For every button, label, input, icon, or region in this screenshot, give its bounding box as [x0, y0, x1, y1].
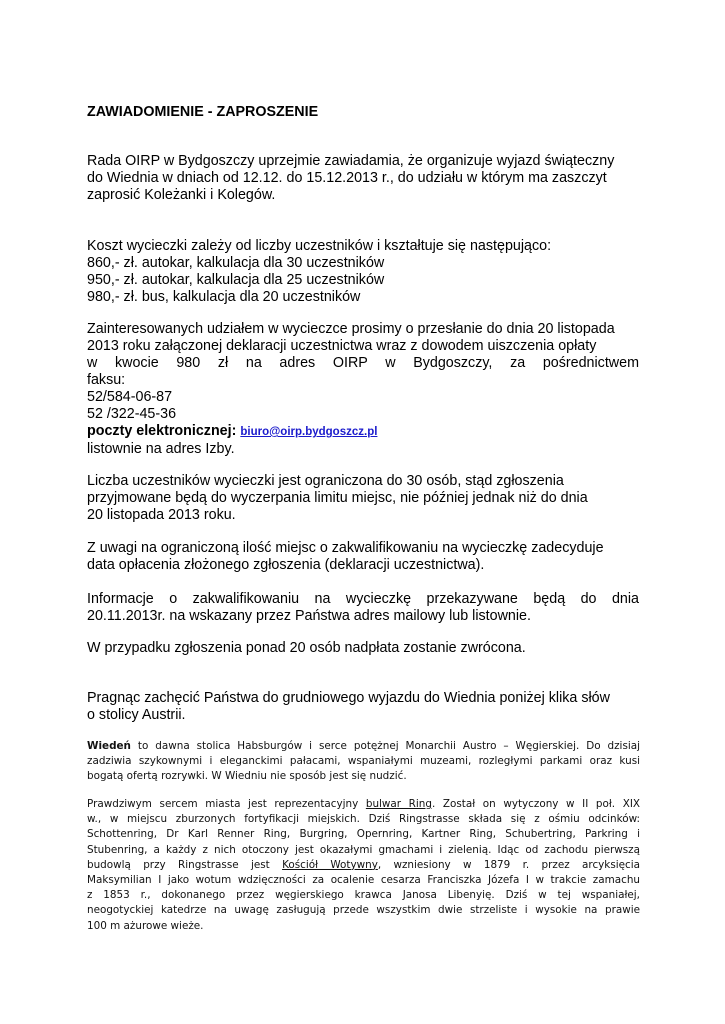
- text-line: data opłacenia złożonego zgłoszenia (deklaracji uczestnictwa).: [87, 557, 485, 573]
- email-link[interactable]: biuro@oirp.bydgoszcz.pl: [240, 426, 378, 438]
- text-span: . Został on wytyczony w II poł. XIX: [431, 798, 641, 810]
- cost-heading: Koszt wycieczki zależy od liczby uczestników i kształtuje się następująco:: [87, 238, 552, 254]
- text-span: budowlą przy Ringstrasse jest: [87, 858, 283, 871]
- text-line: zaprosić Koleżanki i Kolegów.: [87, 187, 276, 203]
- cost-option: 980,- zł. bus, kalkulacja dla 20 uczestników: [87, 289, 361, 305]
- text-line: Rada OIRP w Bydgoszczy uprzejmie zawiadamia, że organizuje wyjazd świąteczny: [87, 153, 615, 169]
- text-line: do Wiednia w dniach od 12.12. do 15.12.2013 r., do udziału w którym ma zaszczyt: [87, 170, 607, 186]
- text-span: , wzniesiony w 1879 r. przez arcyksięcia: [377, 858, 640, 871]
- text-line: Pragnąc zachęcić Państwa do grudniowego wyjazdu do Wiednia poniżej klika słów: [87, 690, 610, 706]
- text-line: listownie na adres Izby.: [87, 441, 235, 457]
- fax-number: 52 /322-45-36: [87, 406, 177, 422]
- bulwar-ring-link[interactable]: bulwar Ring: [365, 798, 432, 810]
- limit-paragraph: [87, 473, 639, 524]
- text-line-justified: [87, 858, 640, 873]
- text-line-justified: zadziwia szykownymi i eleganckimi pałacami, wspaniałymi muzeami, rozległymi parkami oraz kusi: [87, 755, 640, 768]
- text-line-justified: w kwocie 980 zł na adres OIRP w Bydgoszczy, za pośrednictwem: [87, 355, 639, 371]
- text-line-justified: Informacje o zakwalifikowaniu na wycieczkę przekazywane będą do dnia: [87, 591, 639, 607]
- text-span: Prawdziwym sercem miasta jest reprezentacyjny: [87, 798, 366, 810]
- text-span: to dawna stolica Habsburgów i serce potężnej Monarchii Austro – Węgierskiej. Do dzisiaj: [130, 740, 640, 752]
- email-line: [87, 423, 639, 441]
- cost-option: 950,- zł. autokar, kalkulacja dla 25 uczestników: [87, 272, 385, 288]
- text-line: przyjmowane będą do wyczerpania limitu miejsc, nie później jednak niż do dnia: [87, 490, 588, 506]
- cost-option: 860,- zł. autokar, kalkulacja dla 30 uczestników: [87, 255, 385, 271]
- text-line: Zainteresowanych udziałem w wycieczce prosimy o przesłanie do dnia 20 listopada: [87, 321, 615, 337]
- intro-paragraph: [87, 153, 639, 204]
- vienna-bold: Wiedeń: [87, 740, 131, 752]
- text-line: Liczba uczestników wycieczki jest ograniczona do 30 osób, stąd zgłoszenia: [87, 473, 564, 489]
- refund-paragraph: W przypadku zgłoszenia ponad 20 osób nadpłata zostanie zwrócona.: [87, 640, 526, 656]
- priority-paragraph: [87, 540, 639, 574]
- vienna-paragraph: [87, 739, 640, 785]
- text-line: 2013 roku załączonej deklaracji uczestnictwa wraz z dowodem uiszczenia opłaty: [87, 338, 597, 354]
- info-paragraph: [87, 591, 639, 625]
- text-line: bogatą ofertą rozrywki. W Wiedniu nie sposób jest się nudzić.: [87, 770, 407, 783]
- document-title: ZAWIADOMIENIE - ZAPROSZENIE: [87, 104, 319, 120]
- text-line-justified: [87, 797, 640, 812]
- text-line-justified: neogotyckiej katedrze na uwagę zasługują przede wszystkim dwie strzeliste i wysokie na prawie: [87, 904, 640, 917]
- fax-number: 52/584-06-87: [87, 389, 173, 405]
- fax-label: faksu:: [87, 372, 126, 388]
- text-line: Z uwagi na ograniczoną ilość miejsc o zakwalifikowaniu na wycieczkę zadecyduje: [87, 540, 604, 556]
- text-line: o stolicy Austrii.: [87, 707, 186, 723]
- text-line: 100 m ażurowe wieże.: [87, 919, 204, 932]
- text-line-justified: [87, 739, 640, 754]
- encourage-paragraph: [87, 690, 639, 724]
- text-line-justified: Stubenring, a każdy z nich otoczony jest okazałymi gmachami i zielenią. Idąc od zachodu pierwszą: [87, 843, 640, 856]
- ring-paragraph: [87, 797, 640, 934]
- text-line-justified: Maksymilian I jako wotum wdzięczności za ocalenie cesarza Franciszka Józefa I w trakcie zamachu: [87, 874, 640, 887]
- text-line-justified: w., w miejscu zburzonych fortyfikacji miejskich. Dziś Ringstrasse składa się z ośmiu odcinków:: [87, 813, 640, 826]
- application-paragraph: [87, 321, 639, 458]
- cost-section: [87, 238, 639, 306]
- text-line: 20 listopada 2013 roku.: [87, 507, 236, 523]
- text-line-justified: Schottenring, Dr Karl Renner Ring, Burgring, Opernring, Kartner Ring, Schubertring, Parkring i: [87, 828, 640, 841]
- email-label: poczty elektronicznej:: [87, 423, 237, 439]
- text-line: 20.11.2013r. na wskazany przez Państwa adres mailowy lub listownie.: [87, 608, 531, 624]
- text-line-justified: z 1853 r., dokonanego przez węgierskiego krawca Janosa Libenyię. Dziś w tej wspaniałej,: [87, 889, 640, 902]
- votive-church-link[interactable]: Kościół Wotywny: [282, 858, 378, 871]
